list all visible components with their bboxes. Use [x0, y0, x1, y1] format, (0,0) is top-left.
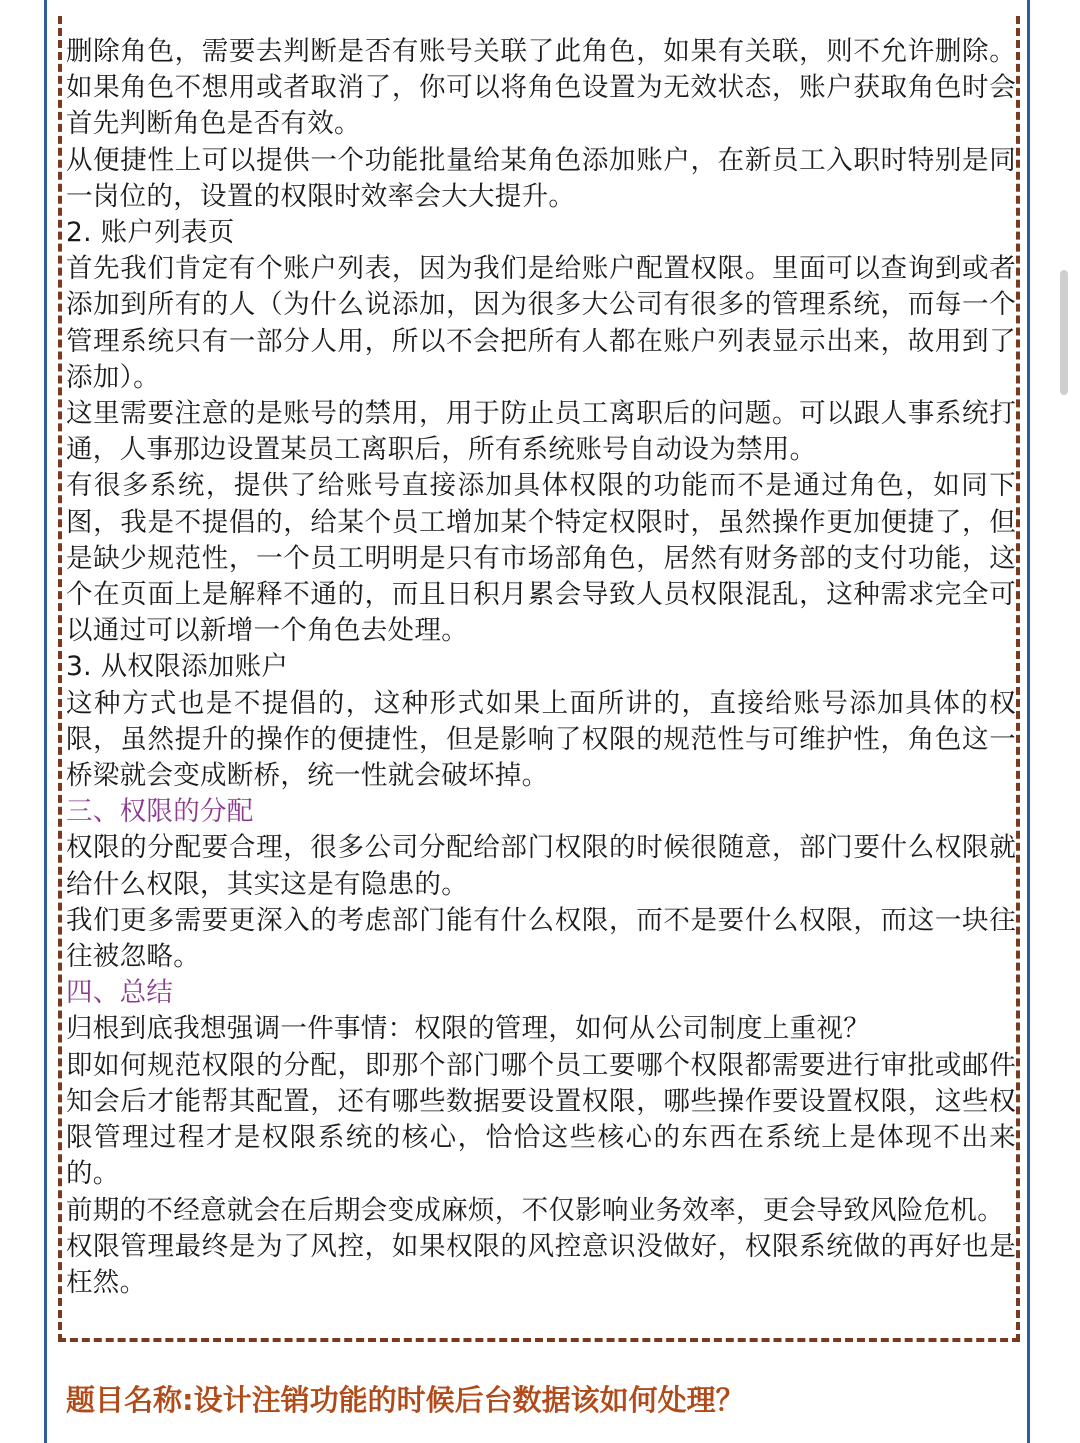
article-paragraph: 权限的分配要合理，很多公司分配给部门权限的时候很随意，部门要什么权限就给什么权限，其实这是有隐患的。 [66, 832, 1016, 900]
article-paragraph: 权限管理最终是为了风控，如果权限的风控意识没做好，权限系统做的再好也是枉然。 [66, 1230, 1016, 1298]
article-paragraph: 3. 从权限添加账户 [66, 651, 289, 683]
section-heading: 四、总结 [66, 977, 174, 1009]
article-paragraph: 这种方式也是不提倡的，这种形式如果上面所讲的，直接给账号添加具体的权限，虽然提升的操作的便捷性，但是影响了权限的规范性与可维护性，角色这一桥梁就会变成断桥，统一性就会破坏掉。 [66, 687, 1016, 792]
article-paragraph: 这里需要注意的是账号的禁用，用于防止员工离职后的问题。可以跟人事系统打通，人事那边设置某员工离职后，所有系统账号自动设为禁用。 [66, 398, 1016, 466]
section-heading: 三、权限的分配 [66, 796, 254, 828]
article-paragraph: 删除角色，需要去判断是否有账号关联了此角色，如果有关联，则不允许删除。如果角色不想用或者取消了，你可以将角色设置为无效状态，账户获取角色时会首先判断角色是否有效。 [66, 36, 1016, 140]
article-paragraph: 归根到底我想强调一件事情：权限的管理，如何从公司制度上重视？ [66, 1013, 870, 1045]
article-paragraph: 我们更多需要更深入的考虑部门能有什么权限，而不是要什么权限，而这一块往往被忽略。 [66, 904, 1016, 973]
article-paragraph: 即如何规范权限的分配，即那个部门哪个员工要哪个权限都需要进行审批或邮件知会后才能帮其配置，还有哪些数据要设置权限，哪些操作要设置权限，这些权限管理过程才是权限系统的核心，恰恰这些核心的东西在系统上是体现不出来的。 [66, 1049, 1016, 1190]
scrollbar-thumb[interactable] [1060, 270, 1068, 395]
article-paragraph: 首先我们肯定有个账户列表，因为我们是给账户配置权限。里面可以查询到或者添加到所有的人（为什么说添加，因为很多大公司有很多的管理系统，而每一个管理系统只有一部分人用，所以不会把所有人都在账户列表显示出来，故用到了添加）。 [66, 253, 1016, 393]
article-paragraph: 有很多系统，提供了给账号直接添加具体权限的功能而不是通过角色，如同下图，我是不提倡的，给某个员工增加某个特定权限时，虽然操作更加便捷了，但是缺少规范性，一个员工明明是只有市场部角色，居然有财务部的支付功能，这个在页面上是解释不通的，而且日积月累会导致人员权限混乱，这种需求完全可以通过可以新增一个角色去处理。 [66, 470, 1016, 647]
article-paragraph: 前期的不经意就会在后期会变成麻烦，不仅影响业务效率，更会导致风险危机。 [66, 1194, 1004, 1226]
next-question-title: 题目名称:设计注销功能的时候后台数据该如何处理？ [66, 1383, 745, 1417]
article-paragraph: 2. 账户列表页 [66, 217, 235, 249]
article-body [66, 34, 1016, 1301]
article-paragraph: 从便捷性上可以提供一个功能批量给某角色添加账户，在新员工入职时特别是同一岗位的，设置的权限时效率会大大提升。 [66, 144, 1016, 212]
